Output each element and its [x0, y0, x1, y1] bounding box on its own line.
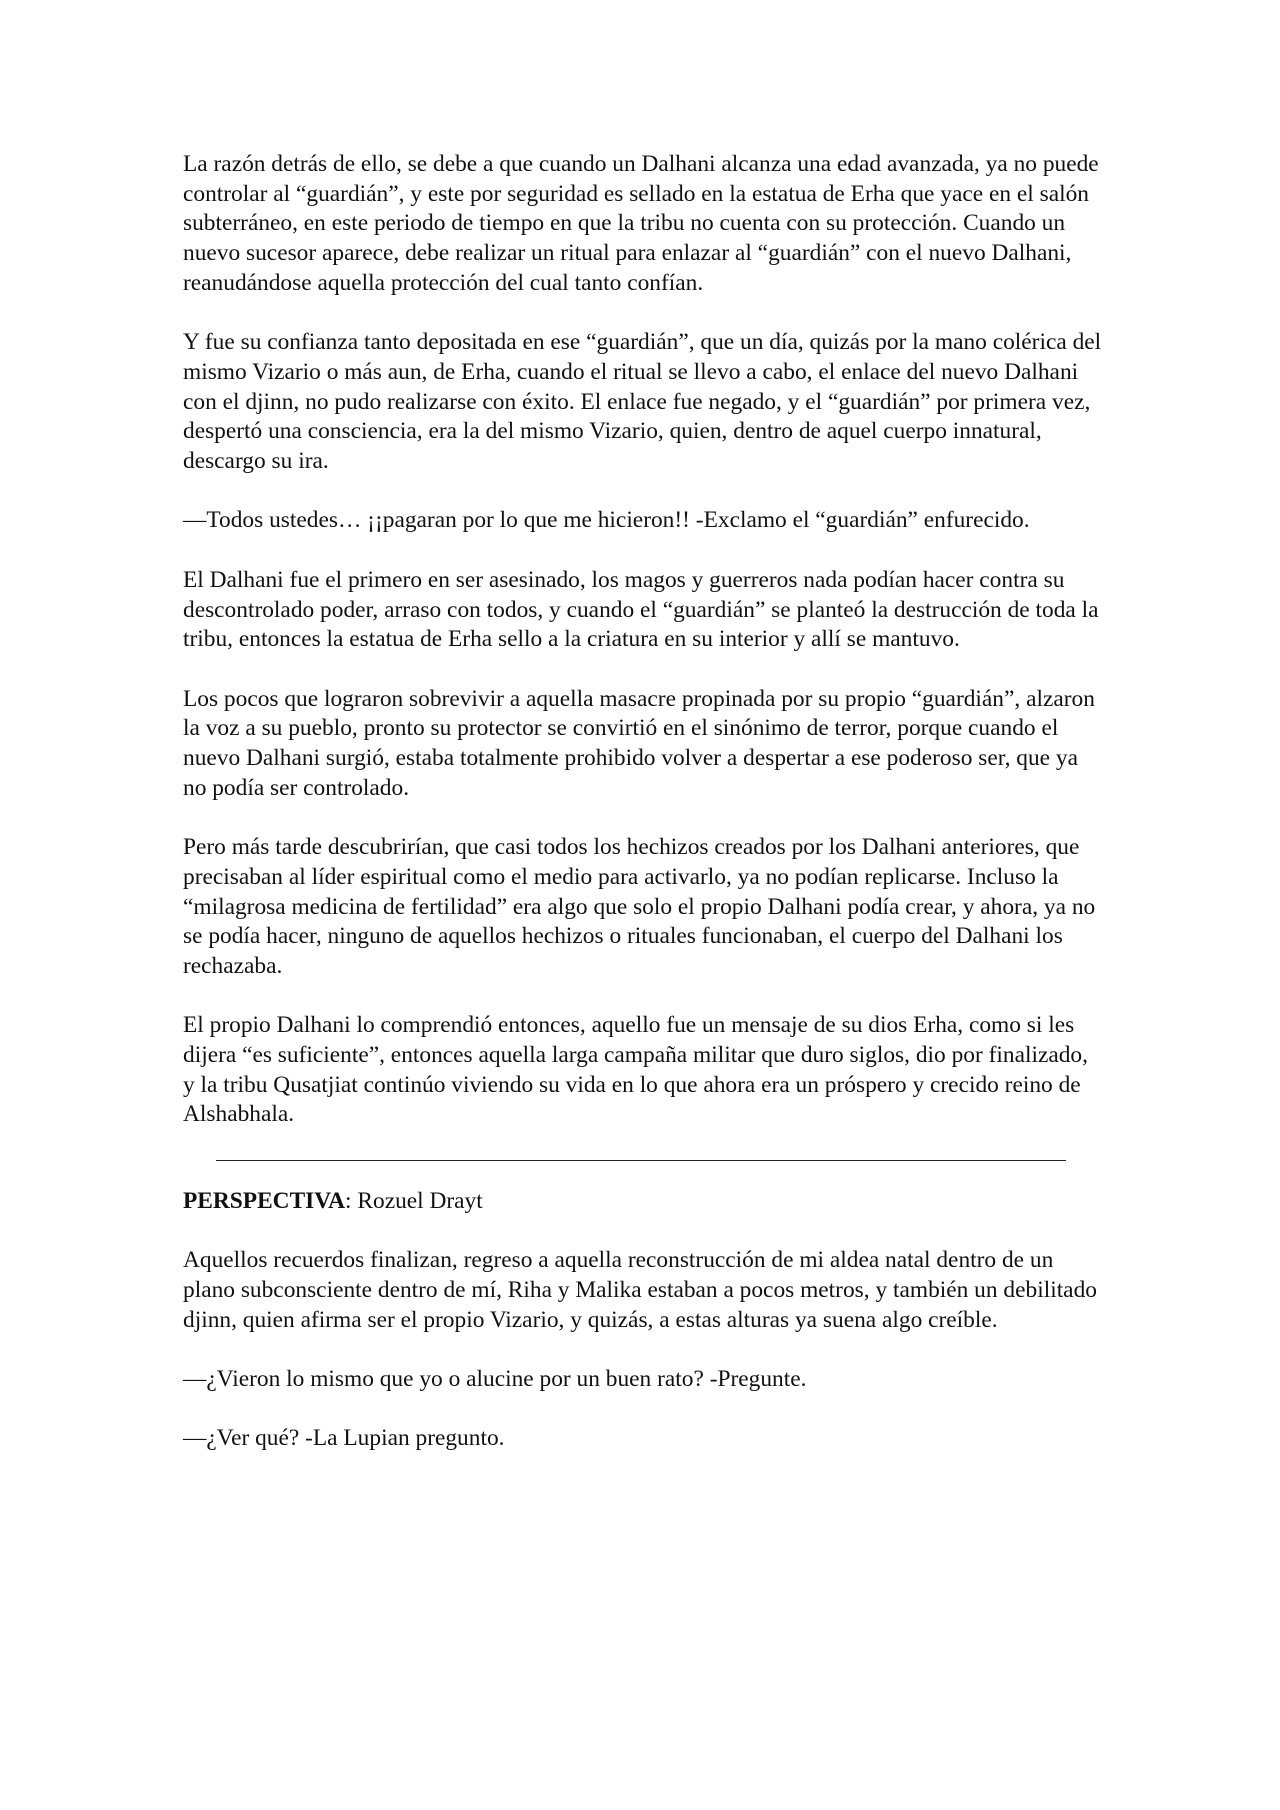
paragraph-dialogue-reply: —¿Ver qué? -La Lupian pregunto.	[183, 1425, 505, 1452]
document-page	[183, 150, 1103, 1484]
paragraph-dialogue-question: —¿Vieron lo mismo que yo o alucine por un buen rato? -Pregunte.	[183, 1365, 807, 1392]
paragraph-massacre: El Dalhani fue el primero en ser asesinado, los magos y guerreros nada podían hacer contra su descontrolado poder, arraso con todos, y cuando el “guardián” se planteó la destrucción de toda la tribu, entonces la estatua de Erha sello a la criatura en su interior y allí se mantuvo.	[183, 566, 1099, 653]
paragraph-spells-lost: Pero más tarde descubrirían, que casi todos los hechizos creados por los Dalhani anteriores, que precisaban al líder espiritual como el medio para activarlo, ya no podían replicarse. Incluso la “milagrosa medicina de fertilidad” era algo que solo el propio Dalhani podía crear, y ahora, ya no se podía hacer, ninguno de aquellos hechizos o rituales funcionaban, el cuerpo del Dalhani los rechazaba.	[183, 834, 1096, 979]
perspective-heading	[183, 1187, 1103, 1217]
perspective-name: Rozuel Drayt	[351, 1187, 483, 1214]
perspective-colon: :	[345, 1187, 352, 1214]
paragraph-failed-ritual: Y fue su confianza tanto depositada en ese “guardián”, que un día, quizás por la mano colérica del mismo Vizario o más aun, de Erha, cuando el ritual se llevo a cabo, el enlace del nuevo Dalhani con el djinn, no pudo realizarse con éxito. El enlace fue negado, y el “guardián” por primera vez, despertó una consciencia, era la del mismo Vizario, quien, dentro de aquel cuerpo innatural, descargo su ira.	[183, 329, 1102, 475]
paragraph-guardian-dialogue: —Todos ustedes… ¡¡pagaran por lo que me hicieron!! -Exclamo el “guardián” enfurecido.	[183, 507, 1030, 534]
paragraph-ritual-explanation: La razón detrás de ello, se debe a que cuando un Dalhani alcanza una edad avanzada, ya no puede controlar al “guardián”, y este por seguridad es sellado en la estatua de Erha que yace en el salón subterráneo, en este periodo de tiempo en que la tribu no cuenta con su protección. Cuando un nuevo sucesor aparece, debe realizar un ritual para enlazar al “guardián” con el nuevo Dalhani, reanudándose aquella protección del cual tanto confían.	[183, 151, 1099, 296]
paragraph-memories-end: Aquellos recuerdos finalizan, regreso a aquella reconstrucción de mi aldea natal dentro de un plano subconsciente dentro de mí, Riha y Malika estaban a pocos metros, y también un debilitado djinn, quien afirma ser el propio Vizario, y quizás, a estas alturas ya suena algo creíble.	[183, 1247, 1097, 1333]
paragraph-erha-message: El propio Dalhani lo comprendió entonces, aquello fue un mensaje de su dios Erha, como si les dijera “es suficiente”, entonces aquella larga campaña militar que duro siglos, dio por finalizado, y la tribu Qusatjiat continúo viviendo su vida en lo que ahora era un próspero y crecido reino de Alshabhala.	[183, 1012, 1088, 1128]
paragraph-survivors: Los pocos que lograron sobrevivir a aquella masacre propinada por su propio “guardián”, alzaron la voz a su pueblo, pronto su protector se convirtió en el sinónimo de terror, porque cuando el nuevo Dalhani surgió, estaba totalmente prohibido volver a despertar a ese poderoso ser, que ya no podía ser controlado.	[183, 685, 1095, 801]
section-divider	[216, 1160, 1066, 1161]
perspective-label: PERSPECTIVA	[183, 1187, 346, 1214]
